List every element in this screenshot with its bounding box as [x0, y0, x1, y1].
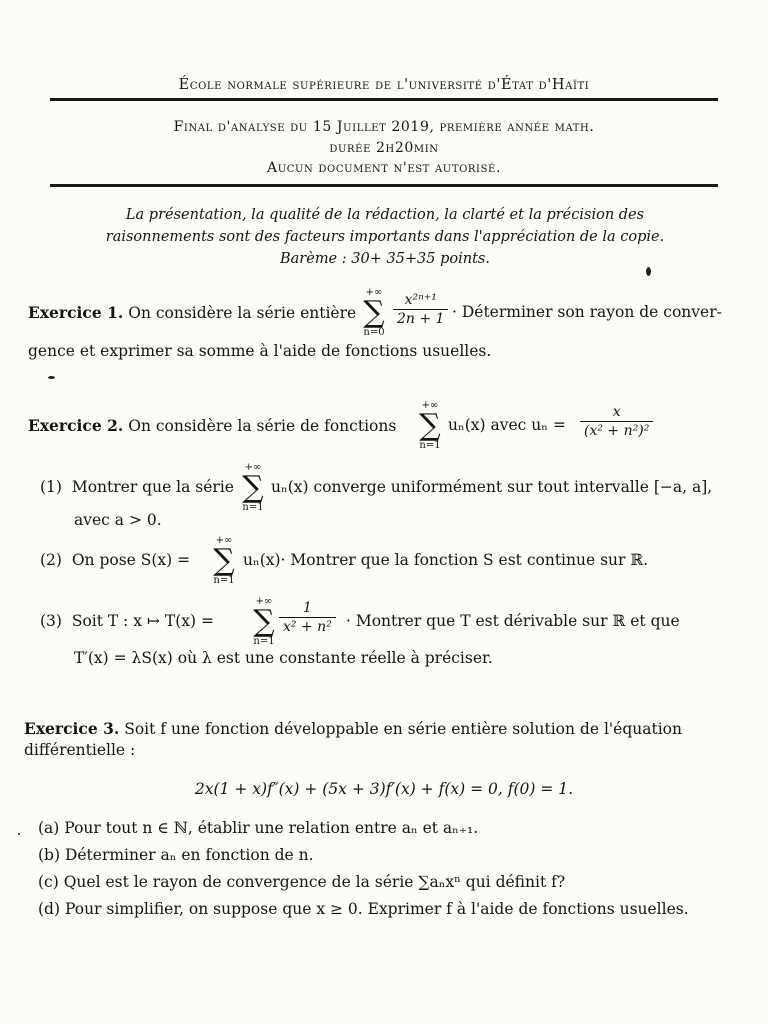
- ink-speck: [646, 267, 651, 276]
- ex3-qb: (b) Déterminer aₙ en fonction de n.: [38, 846, 314, 864]
- ex2-q1-line-2: avec a > 0.: [74, 511, 162, 529]
- ex2-text-a: On considère la série de fonctions: [128, 417, 397, 435]
- ex3-qc: (c) Quel est le rayon de convergence de la série ∑aₙxⁿ qui définit f?: [38, 873, 566, 891]
- exam-duration: durée 2h20min: [329, 140, 439, 156]
- ex2-q2-number: (2): [40, 551, 62, 569]
- ex2-q3-frac-den: x² + n²: [283, 619, 332, 635]
- ex2-frac-num: x: [580, 404, 653, 422]
- ex1-fraction: [393, 292, 448, 327]
- ex3-line-2: différentielle :: [24, 741, 136, 759]
- ex3-text-a: Soit f une fonction développable en série entière solution de l'équation: [124, 720, 682, 738]
- ex2-q1-line-1: [40, 478, 234, 496]
- ex2-sum-bottom: n=1: [419, 440, 441, 451]
- ex2-q2-sum-bottom: n=1: [213, 575, 235, 586]
- ex2-term: uₙ(x) avec uₙ =: [448, 416, 566, 434]
- ex2-q3-text-a: Soit T : x ↦ T(x) =: [71, 612, 214, 630]
- school-name: École normale supérieure de l'université d'État d'Haïti: [178, 77, 590, 93]
- ex2-q1-sum-top: +∞: [244, 462, 262, 473]
- ex2-q2-sum-symbol: +∞ ∑ n=1: [207, 535, 241, 587]
- bareme: Barème : 30+ 35+35 points.: [280, 251, 490, 267]
- ex2-q1-sum-bottom: n=1: [242, 502, 264, 513]
- ex1-sum-top: +∞: [365, 287, 383, 298]
- header-top-rule: [50, 98, 718, 101]
- exam-rule: Aucun document n'est autorisé.: [267, 160, 501, 176]
- intro-line-1: La présentation, la qualité de la rédaction, la clarté et la précision des: [125, 207, 645, 223]
- ex1-sum-bottom: n=0: [363, 327, 385, 338]
- ex2-q1-sum-symbol: +∞ ∑ n=1: [236, 462, 270, 514]
- ex2-q3-fraction: [279, 600, 336, 635]
- ex1-sum-symbol: +∞ ∑ n=0: [357, 287, 391, 339]
- ex2-q3-frac-num: 1: [279, 600, 336, 618]
- ex1-text-a: On considère la série entière: [128, 304, 357, 322]
- ex2-line-1: [28, 416, 396, 435]
- ex2-fraction: [580, 404, 653, 439]
- exam-title: Final d'analyse du 15 Juillet 2019, première année math.: [173, 119, 595, 135]
- ex3-qd: (d) Pour simplifier, on suppose que x ≥ 0. Exprimer f à l'aide de fonctions usuelles.: [38, 900, 689, 918]
- ex2-q1-number: (1): [40, 478, 62, 496]
- ex2-q3-line-2: T′(x) = λS(x) où λ est une constante réelle à préciser.: [74, 649, 493, 667]
- ex1-line-2: gence et exprimer sa somme à l'aide de fonctions usuelles.: [28, 342, 492, 360]
- ink-speck: [48, 376, 55, 379]
- ex1-text-b: · Déterminer son rayon de conver-: [452, 303, 722, 321]
- ex2-q3-sum-top: +∞: [255, 596, 273, 607]
- ex1-line-1: [28, 303, 356, 322]
- ex2-q2-text-a: On pose S(x) =: [71, 551, 191, 569]
- ex3-line-1: [24, 719, 682, 738]
- ex2-q2-text-b: uₙ(x)· Montrer que la fonction S est continue sur ℝ.: [243, 551, 649, 569]
- ink-speck: [18, 833, 20, 835]
- intro-line-2: raisonnements sont des facteurs importants dans l'appréciation de la copie.: [105, 229, 665, 245]
- ex1-frac-num: x²ⁿ⁺¹: [393, 292, 448, 310]
- ex2-sum-top: +∞: [421, 400, 439, 411]
- ex2-q3-text-b: · Montrer que T est dérivable sur ℝ et que: [346, 612, 680, 630]
- ex2-q1-text-a: Montrer que la série: [71, 478, 234, 496]
- ex2-q3-sum-bottom: n=1: [253, 636, 275, 647]
- ex2-label: Exercice 2.: [28, 416, 124, 435]
- ex3-label: Exercice 3.: [24, 719, 120, 738]
- ex3-qa: (a) Pour tout n ∈ ℕ, établir une relation entre aₙ et aₙ₊₁.: [38, 819, 479, 837]
- ex2-q3-sum-symbol: +∞ ∑ n=1: [247, 596, 281, 648]
- header-bottom-rule: [50, 184, 718, 187]
- ex2-q3-number: (3): [40, 612, 62, 630]
- ex2-frac-den: (x² + n²)²: [584, 423, 650, 439]
- ex2-sum-symbol: +∞ ∑ n=1: [413, 400, 447, 452]
- ex2-q3-line-1: [40, 612, 214, 630]
- ex2-q2-line: [40, 551, 190, 569]
- ex1-label: Exercice 1.: [28, 303, 124, 322]
- ex2-q2-sum-top: +∞: [215, 535, 233, 546]
- ex1-frac-den: 2n + 1: [397, 311, 445, 327]
- ex2-q1-text-b: uₙ(x) converge uniformément sur tout intervalle [−a, a],: [271, 478, 713, 496]
- ex3-equation: 2x(1 + x)f″(x) + (5x + 3)f′(x) + f(x) = 0, f(0) = 1.: [194, 780, 574, 798]
